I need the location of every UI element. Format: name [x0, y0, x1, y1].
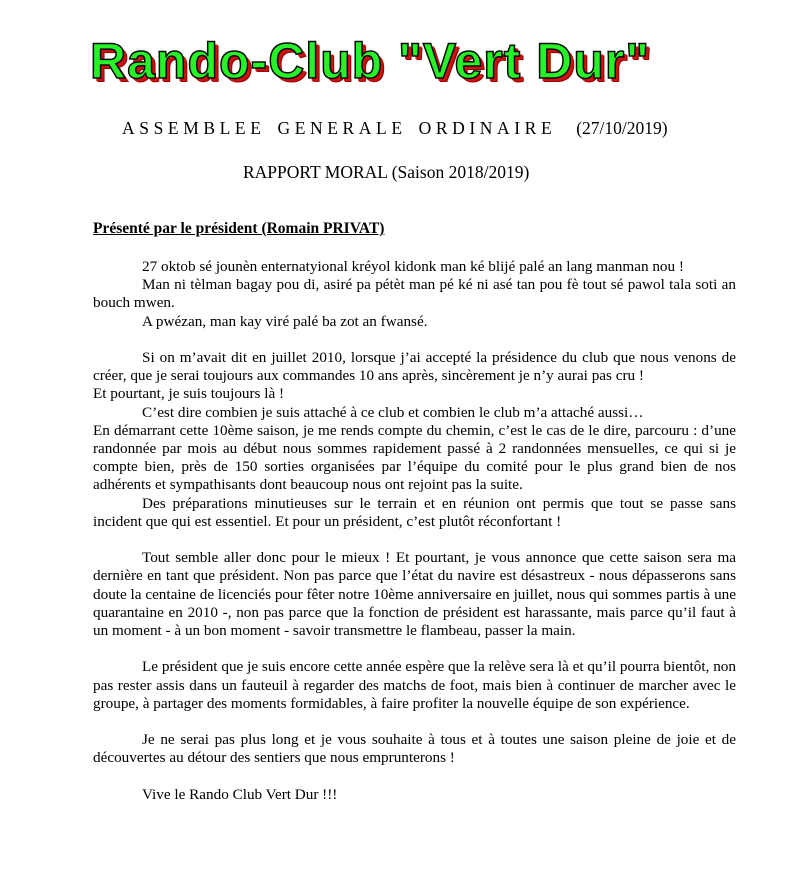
paragraph-preparations: Des préparations minutieuses sur le terrain et en réunion ont permis que tout se passe sans incident que qui est essentiel. Et pour un président, c’est plutôt réconfortant ! [93, 494, 736, 530]
assembly-heading [122, 118, 668, 139]
paragraph-still-here: Et pourtant, je suis toujours là ! [93, 385, 285, 403]
paragraph-succession: Le président que je suis encore cette année espère que la relève sera là et qu’il pourra bientôt, non pas rester assis dans un fauteuil à regarder des matchs de foot, mais bien à continuer de marcher avec le groupe, à partager des moments formidables, à faire profiter la nouvelle équipe de son expérience. [93, 658, 736, 712]
report-body [93, 258, 736, 804]
paragraph-tenth-season: En démarrant cette 10ème saison, je me rends compte du chemin, c’est le cas de le dire, parcouru : d’une randonnée par mois au début nous sommes rapidement passé à 2 randonnées mensuelles, ce qui si je compte bien, près de 150 sorties organisées par l’équipe du comité pour le plus grand bien de nos adhérents et sympathisants dont beaucoup nous ont rejoint pas la suite. [93, 421, 736, 494]
paragraph-wishes: Je ne serai pas plus long et je vous souhaite à tous et à toutes une saison pleine de joie et de découvertes au détour des sentiers que nous emprunterons ! [93, 731, 736, 767]
paragraph-creole-3: A pwézan, man kay viré palé ba zot an fwansé. [142, 312, 428, 330]
report-title: RAPPORT MORAL (Saison 2018/2019) [243, 162, 530, 182]
paragraph-closing: Vive le Rando Club Vert Dur !!! [142, 785, 338, 803]
paragraph-creole-2: Man ni tèlman bagay pou di, asiré pa pétèt man pé ké ni asé tan pou fè tout sé pawol tala soti an bouch mwen. [93, 276, 736, 312]
assembly-date: (27/10/2019) [576, 118, 668, 138]
paragraph-presidency: Si on m’avait dit en juillet 2010, lorsque j’ai accepté la présidence du club que nous venons de créer, que je serai toujours aux commandes 10 ans après, sincèrement je n’y aurai pas cru ! [93, 349, 736, 385]
assembly-label: ASSEMBLEE GENERALE ORDINAIRE [122, 118, 557, 138]
paragraph-creole-1: 27 oktob sé jounèn enternatyional kréyol kidonk man ké blijé palé an lang manman nou ! [142, 258, 684, 275]
presenter-line: Présenté par le président (Romain PRIVAT) [93, 220, 385, 237]
paragraph-last-season: Tout semble aller donc pour le mieux ! Et pourtant, je vous annonce que cette saison sera ma dernière en tant que président. Non pas parce que l’état du navire est désastreux - nous dépasserons sans doute la centaine de licenciés pour fêter notre 10ème anniversaire en juillet, nous qui sommes partis à une quarantaine en 2010 -, non pas parce que la fonction de président est harassante, mais parce qu’il faut à un moment - à un bon moment - savoir transmettre le flambeau, passer la main. [93, 549, 736, 640]
paragraph-attached: C’est dire combien je suis attaché à ce club et combien le club m’a attaché aussi… [142, 403, 644, 421]
club-title: Rando-Club "Vert Dur" [90, 33, 651, 89]
